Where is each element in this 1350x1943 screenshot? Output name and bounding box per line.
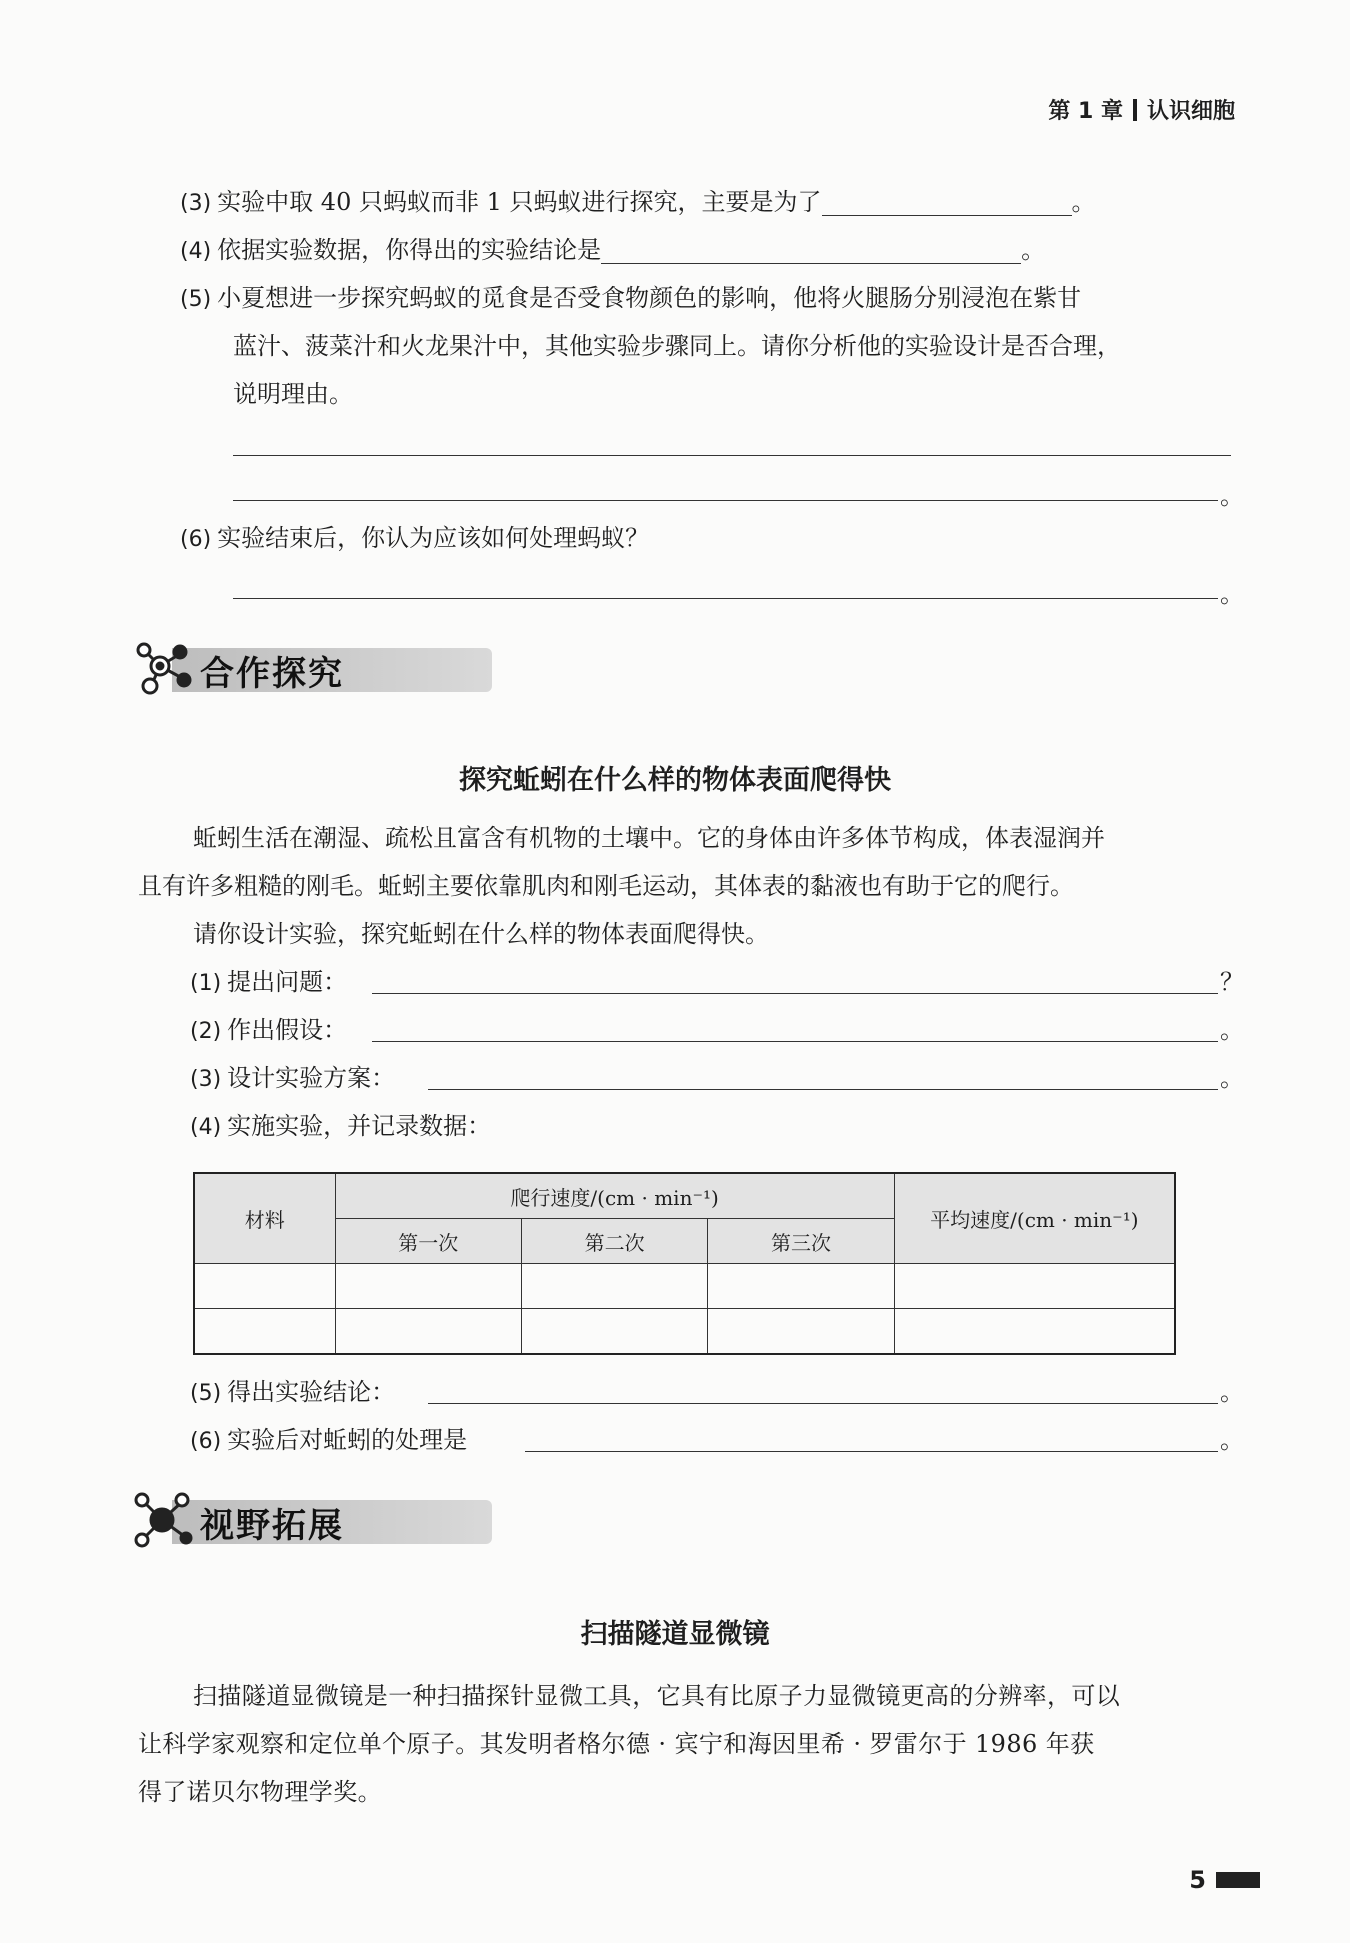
article-title: 扫描隧道显微镜 — [580, 1619, 770, 1650]
header-divider — [1133, 99, 1137, 121]
table-cell[interactable] — [708, 1309, 894, 1355]
question-3 — [180, 186, 1096, 220]
table-row — [194, 1309, 1175, 1355]
page-number — [1189, 1866, 1260, 1894]
step-2 — [190, 1014, 347, 1048]
answer-line[interactable] — [233, 598, 1218, 599]
table-cell[interactable] — [708, 1264, 894, 1309]
question-text: 实验中取 40 只蚂蚁而非 1 只蚂蚁进行探究，主要是为了 — [217, 188, 822, 216]
question-number: (5) — [180, 287, 212, 312]
step-text: 得出实验结论： — [227, 1378, 396, 1406]
table-header-average: 平均速度/(cm · min⁻¹) — [894, 1173, 1175, 1264]
question-text: 说明理由。 — [233, 380, 353, 408]
section-title: 合作探究 — [200, 654, 344, 694]
chapter-number: 第 1 章 — [1048, 99, 1123, 124]
punctuation: 。 — [1071, 188, 1096, 216]
step-number: (1) — [190, 971, 222, 996]
table-cell[interactable] — [521, 1309, 707, 1355]
table-header-material: 材料 — [194, 1173, 335, 1264]
punctuation: ？ — [1220, 968, 1244, 996]
step-1 — [190, 966, 347, 1000]
paragraph-line: 扫描隧道显微镜是一种扫描探针显微工具，它具有比原子力显微镜更高的分辨率，可以 — [193, 1682, 1121, 1710]
answer-line[interactable] — [428, 1403, 1218, 1404]
table-cell[interactable] — [194, 1309, 335, 1355]
question-number: (3) — [180, 191, 212, 216]
step-6 — [190, 1424, 467, 1458]
answer-blank[interactable] — [601, 239, 1021, 264]
table-cell[interactable] — [335, 1264, 521, 1309]
chapter-header — [1048, 94, 1235, 125]
step-text: 作出假设： — [227, 1016, 348, 1044]
question-4 — [180, 234, 1045, 268]
question-number: (6) — [180, 527, 212, 552]
table-cell[interactable] — [894, 1264, 1175, 1309]
page-number-text: 5 — [1189, 1866, 1206, 1894]
step-4 — [190, 1110, 491, 1144]
table-row — [194, 1264, 1175, 1309]
question-6 — [180, 522, 649, 556]
punctuation: 。 — [1220, 580, 1244, 608]
step-number: (4) — [190, 1115, 222, 1140]
table-header-trial-2: 第二次 — [521, 1219, 707, 1264]
table-cell[interactable] — [194, 1264, 335, 1309]
table-cell[interactable] — [521, 1264, 707, 1309]
answer-blank[interactable] — [822, 191, 1072, 216]
paragraph-line: 让科学家观察和定位单个原子。其发明者格尔德 · 宾宁和海因里希 · 罗雷尔于 1986 年获 — [138, 1730, 1095, 1758]
question-text: 蓝汁、菠菜汁和火龙果汁中，其他实验步骤同上。请你分析他的实验设计是否合理， — [233, 332, 1121, 360]
punctuation: 。 — [1220, 482, 1244, 510]
molecule-icon — [132, 638, 202, 700]
step-text: 实施实验，并记录数据： — [227, 1112, 492, 1140]
answer-line[interactable] — [428, 1089, 1218, 1090]
data-table — [193, 1172, 1176, 1355]
answer-line[interactable] — [233, 455, 1231, 456]
step-text: 实验后对蚯蚓的处理是 — [227, 1426, 468, 1454]
step-text: 设计实验方案： — [227, 1064, 396, 1092]
chapter-title: 认识细胞 — [1146, 99, 1235, 124]
table-header-speed: 爬行速度/(cm · min⁻¹) — [335, 1173, 894, 1219]
paragraph-line: 且有许多粗糙的刚毛。蚯蚓主要依靠肌肉和刚毛运动，其体表的黏液也有助于它的爬行。 — [138, 872, 1074, 900]
step-5 — [190, 1376, 395, 1410]
question-text: 依据实验数据，你得出的实验结论是 — [217, 236, 602, 264]
answer-line[interactable] — [372, 993, 1218, 994]
punctuation: 。 — [1220, 1426, 1244, 1454]
step-number: (3) — [190, 1067, 222, 1092]
table-header-trial-1: 第一次 — [335, 1219, 521, 1264]
step-number: (2) — [190, 1019, 222, 1044]
page-marker — [1216, 1872, 1260, 1888]
answer-line[interactable] — [233, 500, 1218, 501]
paragraph-line: 蚯蚓生活在潮湿、疏松且富含有机物的土壤中。它的身体由许多体节构成，体表湿润并 — [193, 824, 1105, 852]
molecule-icon — [132, 1490, 202, 1552]
question-text: 小夏想进一步探究蚂蚁的觅食是否受食物颜色的影响，他将火腿肠分别浸泡在紫甘 — [217, 284, 1082, 312]
punctuation: 。 — [1021, 236, 1046, 264]
step-3 — [190, 1062, 395, 1096]
table-cell[interactable] — [894, 1309, 1175, 1355]
punctuation: 。 — [1220, 1378, 1244, 1406]
paragraph-line: 请你设计实验，探究蚯蚓在什么样的物体表面爬得快。 — [193, 920, 769, 948]
section-title: 视野拓展 — [200, 1506, 344, 1546]
question-text: 实验结束后，你认为应该如何处理蚂蚁？ — [217, 524, 650, 552]
activity-title: 探究蚯蚓在什么样的物体表面爬得快 — [459, 765, 891, 796]
section-banner-horizon — [132, 1488, 512, 1550]
punctuation: 。 — [1220, 1064, 1244, 1092]
step-text: 提出问题： — [227, 968, 348, 996]
paragraph-line: 得了诺贝尔物理学奖。 — [138, 1778, 382, 1806]
table-cell[interactable] — [335, 1309, 521, 1355]
answer-line[interactable] — [372, 1041, 1218, 1042]
question-5 — [180, 282, 1081, 316]
question-number: (4) — [180, 239, 212, 264]
table-header-trial-3: 第三次 — [708, 1219, 894, 1264]
section-banner-cooperative — [132, 636, 512, 698]
step-number: (6) — [190, 1429, 222, 1454]
step-number: (5) — [190, 1381, 222, 1406]
punctuation: 。 — [1220, 1016, 1244, 1044]
answer-line[interactable] — [525, 1451, 1218, 1452]
